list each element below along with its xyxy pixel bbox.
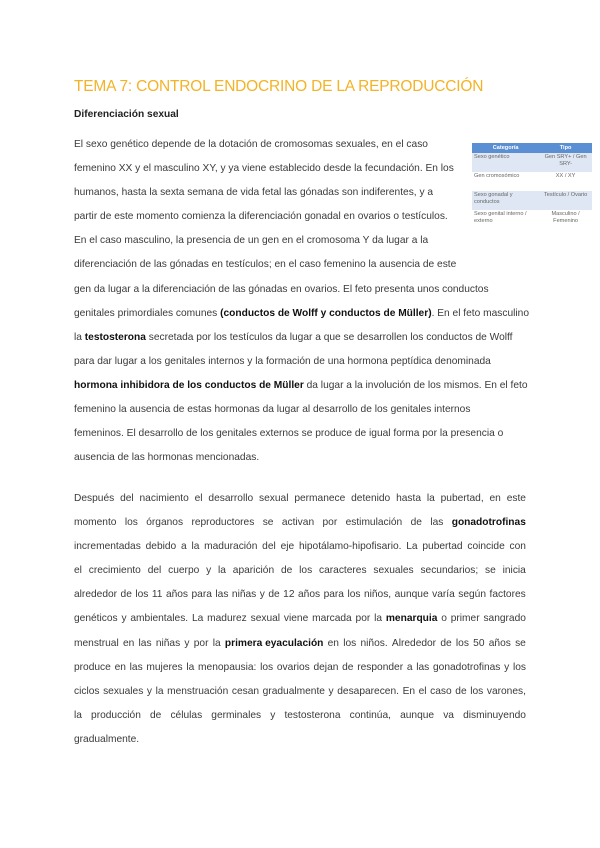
word: y <box>146 685 152 697</box>
text-run: El sexo genético depende de la dotación de cromosomas sexuales, en el caso <box>74 139 428 150</box>
text-run: diferenciación de las gónadas en testículos; en el caso femenino la ausencia de este <box>74 259 457 271</box>
word: marcada <box>312 613 352 625</box>
word: los <box>299 565 313 577</box>
text-run: partir de este momento comienza la diferenciación gonadal en ovarios o testículos. <box>74 211 448 223</box>
word: La <box>191 613 204 625</box>
word: produce <box>74 661 111 673</box>
word: momento <box>74 517 117 529</box>
word: de <box>342 661 354 673</box>
word: la <box>212 637 221 649</box>
bold-term: menarquia <box>385 613 438 625</box>
text-run: . En el feto masculino <box>431 307 529 319</box>
word: La <box>406 541 418 553</box>
bold-term: hormona inhibidora de los conductos de Müller <box>74 379 304 391</box>
table-cell: Sexo genético <box>472 153 539 172</box>
text-line <box>74 205 529 229</box>
text-line <box>74 302 529 326</box>
word: genéticos <box>74 613 118 625</box>
word: de <box>150 709 162 721</box>
word: va <box>443 709 454 721</box>
word: continúa, <box>349 709 391 721</box>
word: se <box>515 637 526 649</box>
word: con <box>509 541 526 553</box>
word: disminuyendo <box>463 709 526 721</box>
word: la <box>186 661 195 673</box>
word: el <box>194 493 203 504</box>
word: secundarios; <box>420 565 479 577</box>
word: el <box>418 685 427 697</box>
word: cuerpo <box>168 565 200 577</box>
word: niños. <box>360 637 388 649</box>
word: de <box>440 637 452 649</box>
word: responder <box>357 661 404 673</box>
text-line <box>74 278 529 302</box>
word: Alrededor <box>391 637 437 649</box>
word: sexual <box>259 493 289 504</box>
text-line <box>74 607 526 631</box>
word: sexuales <box>103 685 144 697</box>
word: la <box>374 613 383 625</box>
word: activan <box>281 517 315 529</box>
text-line <box>74 656 526 680</box>
text-run: femenino la ausencia de estas hormonas da lugar al desarrollo de los genitales internos <box>74 404 471 416</box>
text-run: la <box>74 331 85 343</box>
word: o <box>441 613 447 625</box>
word: madurez <box>207 613 247 625</box>
word: niños, <box>363 589 392 601</box>
text-run: femeninos. El desarrollo de los genitales externos se produce de igual forma por la presencia o <box>74 428 504 440</box>
word: para <box>323 589 344 601</box>
word: ciclos <box>74 685 100 697</box>
word: germinales <box>211 709 262 721</box>
word: menstruación <box>167 685 229 697</box>
paragraph-puberty <box>74 487 526 752</box>
word: a <box>406 661 413 673</box>
text-line <box>74 133 529 157</box>
bold-term: testosterona <box>84 331 146 343</box>
word: de <box>410 517 422 529</box>
text-run: secretada por los testículos da lugar a que se desarrollen los conductos de Wolff <box>145 331 513 343</box>
word: crecimiento <box>88 565 141 577</box>
paragraph-sexual-differentiation <box>74 133 529 470</box>
word: desarrollo <box>208 493 254 504</box>
word: gradualmente <box>262 685 325 697</box>
word: incrementadas <box>74 541 141 553</box>
word: sexuales <box>373 565 414 577</box>
word: alrededor <box>74 589 118 601</box>
text-line <box>74 632 526 656</box>
word: hipotálamo-hipofisario. <box>298 541 402 553</box>
table-cell: Gen cromosómico <box>472 172 539 191</box>
word: en <box>122 637 135 649</box>
word: gradualmente. <box>74 733 140 745</box>
word: 11 <box>151 589 163 601</box>
text-line <box>74 374 529 398</box>
text-line <box>74 511 526 535</box>
word: las <box>129 661 143 673</box>
word: sangrado <box>483 613 526 625</box>
word: los <box>343 637 357 649</box>
word: se <box>485 565 496 577</box>
word: y <box>121 613 127 625</box>
word: las <box>215 589 229 601</box>
word: caracteres <box>319 565 367 577</box>
text-run: humanos, hasta la sexta semana de vida fetal las gónadas son indiferentes, y a <box>74 187 434 199</box>
word: coincide <box>467 541 505 553</box>
word: y <box>184 637 190 649</box>
word: años <box>488 637 511 649</box>
word: niñas <box>231 589 257 601</box>
table-header-cell: Categoría <box>472 143 539 153</box>
word: varones, <box>486 685 526 697</box>
word: las <box>430 517 444 529</box>
table-cell: Gen SRY+ / Gen SRY- <box>539 153 592 172</box>
table-cell: Testículo / Ovario <box>539 191 592 210</box>
word: órganos <box>146 517 184 529</box>
word: factores <box>489 589 526 601</box>
word: los <box>260 661 274 673</box>
word: mujeres <box>146 661 183 673</box>
word: debido <box>145 541 177 553</box>
word: por <box>322 517 338 529</box>
word: del <box>147 565 162 577</box>
text-line <box>74 350 529 374</box>
word: Después <box>74 493 115 504</box>
word: los <box>135 589 149 601</box>
text-line <box>74 704 526 728</box>
word: la <box>74 709 82 721</box>
word: la <box>218 565 226 577</box>
word: los <box>455 637 469 649</box>
word: inicia <box>502 565 526 577</box>
word: varía <box>432 589 455 601</box>
text-line <box>74 157 529 181</box>
text-run: para dar lugar a los genitales internos y la formación de una hormona peptídica denominada <box>74 355 491 367</box>
word: y <box>259 589 265 601</box>
text-line <box>74 422 529 446</box>
text-line <box>74 181 529 205</box>
word: por <box>355 613 371 625</box>
word: testosterona <box>284 709 341 721</box>
table-cell: Sexo genital interno / externo <box>472 210 539 229</box>
word: ambientales. <box>130 613 189 625</box>
word: pubertad, <box>440 493 484 504</box>
word: sexual <box>250 613 281 625</box>
word: los <box>512 661 526 673</box>
word: aparición <box>232 565 275 577</box>
table-cell: XX / XY <box>539 172 592 191</box>
text-run: da lugar a la involución de los mismos. En el feto <box>303 379 528 391</box>
text-run: genitales primordiales comunes <box>74 307 221 319</box>
bold-term: gonadotrofinas <box>451 517 526 529</box>
word: desaparecen. <box>337 685 399 697</box>
word: detenido <box>351 493 391 504</box>
text-line <box>74 559 526 583</box>
word: viene <box>283 613 309 625</box>
section-heading: Diferenciación sexual <box>74 109 179 120</box>
table-header-cell: Tipo <box>539 143 592 153</box>
word: caso <box>430 685 452 697</box>
word: este <box>506 493 526 504</box>
word: años <box>297 589 321 601</box>
word: aunque <box>400 709 435 721</box>
word: por <box>193 637 209 649</box>
word: células <box>170 709 203 721</box>
word: 12 <box>283 589 295 601</box>
word: hasta <box>396 493 421 504</box>
text-run: En el caso masculino, la presencia de un gen en el cromosoma Y da lugar a la <box>74 235 429 247</box>
word: en <box>489 493 501 504</box>
word: dejan <box>313 661 339 673</box>
word: menopausia: <box>198 661 257 673</box>
word: se <box>262 517 274 529</box>
text-line <box>74 253 529 277</box>
word: a <box>180 541 187 553</box>
word: pubertad <box>422 541 463 553</box>
text-line <box>74 487 526 511</box>
word: la <box>191 541 200 553</box>
word: en <box>327 637 339 649</box>
word: y <box>504 661 510 673</box>
text-line <box>74 398 529 422</box>
word: los <box>124 517 138 529</box>
word: la <box>426 493 435 504</box>
word: ovarios <box>276 661 310 673</box>
word: y <box>270 709 276 721</box>
word: En <box>402 685 416 697</box>
text-line <box>74 583 526 607</box>
word: estimulación <box>345 517 403 529</box>
word: aunque <box>394 589 429 601</box>
word: primer <box>450 613 480 625</box>
word: permanece <box>294 493 346 504</box>
text-line <box>74 326 529 350</box>
word: nacimiento <box>139 493 189 504</box>
text-run: gen da lugar a la diferenciación de las gónadas en ovarios. El feto presenta unos conductos <box>74 283 489 295</box>
word: el <box>74 565 82 577</box>
text-line <box>74 229 529 253</box>
word: y <box>206 565 212 577</box>
table-cell: Sexo gonadal y conductos <box>472 191 539 210</box>
word: reproductores <box>191 517 255 529</box>
word: los <box>470 685 484 697</box>
word: de <box>455 685 467 697</box>
word: de <box>268 589 280 601</box>
document-title: TEMA 7: CONTROL ENDOCRINO DE LA REPRODUCCIÓN <box>74 78 484 95</box>
word: los <box>347 589 361 601</box>
word: la <box>155 685 164 697</box>
word: y <box>328 685 334 697</box>
word: las <box>138 637 152 649</box>
text-line <box>74 728 526 752</box>
word: años <box>165 589 189 601</box>
text-line <box>74 446 529 470</box>
bold-term: (conductos de Wolff y conductos de Müller) <box>220 307 432 319</box>
text-run: ausencia de las hormonas mencionadas. <box>74 452 260 464</box>
word: 50 <box>473 637 485 649</box>
word: cesan <box>231 685 260 697</box>
table-cell: Masculino / Femenino <box>539 210 592 229</box>
word: eje <box>280 541 295 553</box>
word: en <box>114 661 126 673</box>
word: del <box>262 541 276 553</box>
word: gonadotrofinas <box>433 661 501 673</box>
text-run: femenino XX y el masculino XY, y ya viene establecido desde la fecundación. En los <box>74 163 454 175</box>
word: de <box>280 565 293 577</box>
bold-term: primera eyaculación <box>224 637 324 649</box>
word: producción <box>91 709 141 721</box>
word: niñas <box>155 637 181 649</box>
text-line <box>74 535 526 559</box>
word: menstrual <box>74 637 119 649</box>
text-line <box>74 680 526 704</box>
word: según <box>458 589 487 601</box>
word: de <box>120 589 132 601</box>
word: del <box>120 493 134 504</box>
word: las <box>416 661 430 673</box>
word: maduración <box>204 541 258 553</box>
word: para <box>191 589 212 601</box>
